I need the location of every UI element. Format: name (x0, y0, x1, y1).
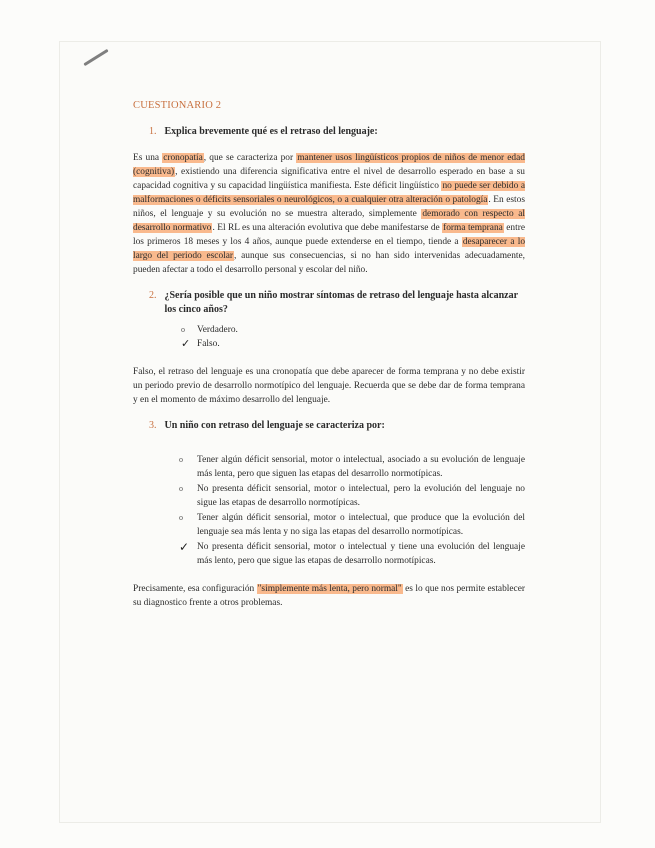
highlighted-text: "simplemente más lenta, pero normal" (257, 584, 402, 594)
highlighted-text: forma temprana (443, 223, 503, 233)
answer-text: es lo que nos permite establecer su diagnostico frente a otros problemas. (133, 584, 525, 608)
option-label: No presenta déficit sensorial, motor o intelectual, pero la evolución del lenguaje no sigue las etapas de desarrollo normotípicas. (197, 484, 525, 508)
checkmark-icon: ✓ (181, 338, 191, 350)
option-label: Tener algún déficit sensorial, motor o intelectual, que produce que la evolución del lenguaje sea más lenta y no siga las etapas del desarrollo normotípicas. (197, 513, 525, 537)
question-number: 2. (149, 290, 157, 301)
answer-1 (133, 151, 525, 277)
option-item (181, 337, 525, 351)
question-number: 3. (149, 420, 157, 431)
answer-text: entre los primeros 18 meses y los 4 años, aunque puede extenderse en el tiempo, tiende a (133, 223, 525, 247)
answer-text: , aunque sus consecuencias, si no han sido intervenidas adecuadamente, pueden afectar a todo el desarrollo personal y escolar del niño. (133, 251, 525, 275)
option-item (179, 482, 525, 510)
page-title: CUESTIONARIO 2 (133, 100, 222, 111)
option-item (179, 511, 525, 539)
question-2 (149, 289, 525, 317)
question-3 (149, 419, 525, 433)
answer-text: . En estos niños, el lenguaje y su evolución no se muestra alterado, simplemente (133, 195, 525, 219)
highlighted-text: desaparecer a lo largo del periodo escolar (133, 237, 526, 261)
option-item (179, 540, 525, 568)
circle-bullet-icon: o (181, 325, 185, 334)
answer-text: , que se caracteriza por (203, 153, 297, 163)
highlighted-text: mantener usos lingüísticos propios de niños de menor edad (cognitiva) (133, 153, 525, 177)
option-label: No presenta déficit sensorial, motor o intelectual y tiene una evolución del lenguaje más lento, pero que sigue las etapas de desarrollo normotípicas. (197, 542, 525, 566)
option-label: Tener algún déficit sensorial, motor o intelectual, asociado a su evolución de lenguaje más lenta, pero que siguen las etapas del desarrollo normotípicas. (197, 455, 525, 479)
circle-bullet-icon: o (179, 455, 183, 464)
circle-bullet-icon: o (179, 513, 183, 522)
answer-text: , existiendo una diferencia significativa entre el nivel de desarrollo esperado en base a su capacidad cognitiva y su capacidad lingüística manifiesta. Este déficit lingüístico (133, 167, 525, 191)
question-2-options (181, 323, 525, 351)
question-number: 1. (149, 126, 157, 137)
checkmark-icon: ✓ (179, 540, 190, 554)
option-item (179, 453, 525, 481)
highlighted-text: cronopatía (163, 153, 203, 163)
question-text: ¿Sería posible que un niño mostrar síntomas de retraso del lenguaje hasta alcanzar los cinco años? (164, 290, 518, 315)
question-3-options (179, 453, 525, 568)
question-text: Un niño con retraso del lenguaje se caracteriza por: (164, 420, 385, 431)
circle-bullet-icon: o (179, 484, 183, 493)
option-label: Verdadero. (197, 325, 238, 335)
answer-text: Es una (133, 153, 163, 163)
highlighted-text: demorado con respecto al desarrollo normativo (133, 209, 525, 233)
question-1 (149, 125, 525, 139)
answer-text: Precisamente, esa configuración (133, 584, 257, 594)
option-label: Falso. (197, 339, 220, 349)
document-content (133, 100, 525, 622)
option-item (181, 323, 525, 337)
question-text: Explica brevemente qué es el retraso del lenguaje: (164, 126, 378, 137)
answer-2: Falso, el retraso del lenguaje es una cronopatía que debe aparecer de forma temprana y no debe existir un periodo previo de desarrollo normotípico del lenguaje. Recuerda que se debe dar de forma temprana y en el momento de máximo desarrollo del lenguaje. (133, 367, 525, 405)
highlighted-text: no puede ser debido a malformaciones o déficits sensoriales o neurológicos, o a cualquier otra alteración o patología (133, 181, 525, 205)
answer-text: . El RL es una alteración evolutiva que debe manifestarse de (212, 223, 443, 233)
answer-3 (133, 582, 525, 610)
